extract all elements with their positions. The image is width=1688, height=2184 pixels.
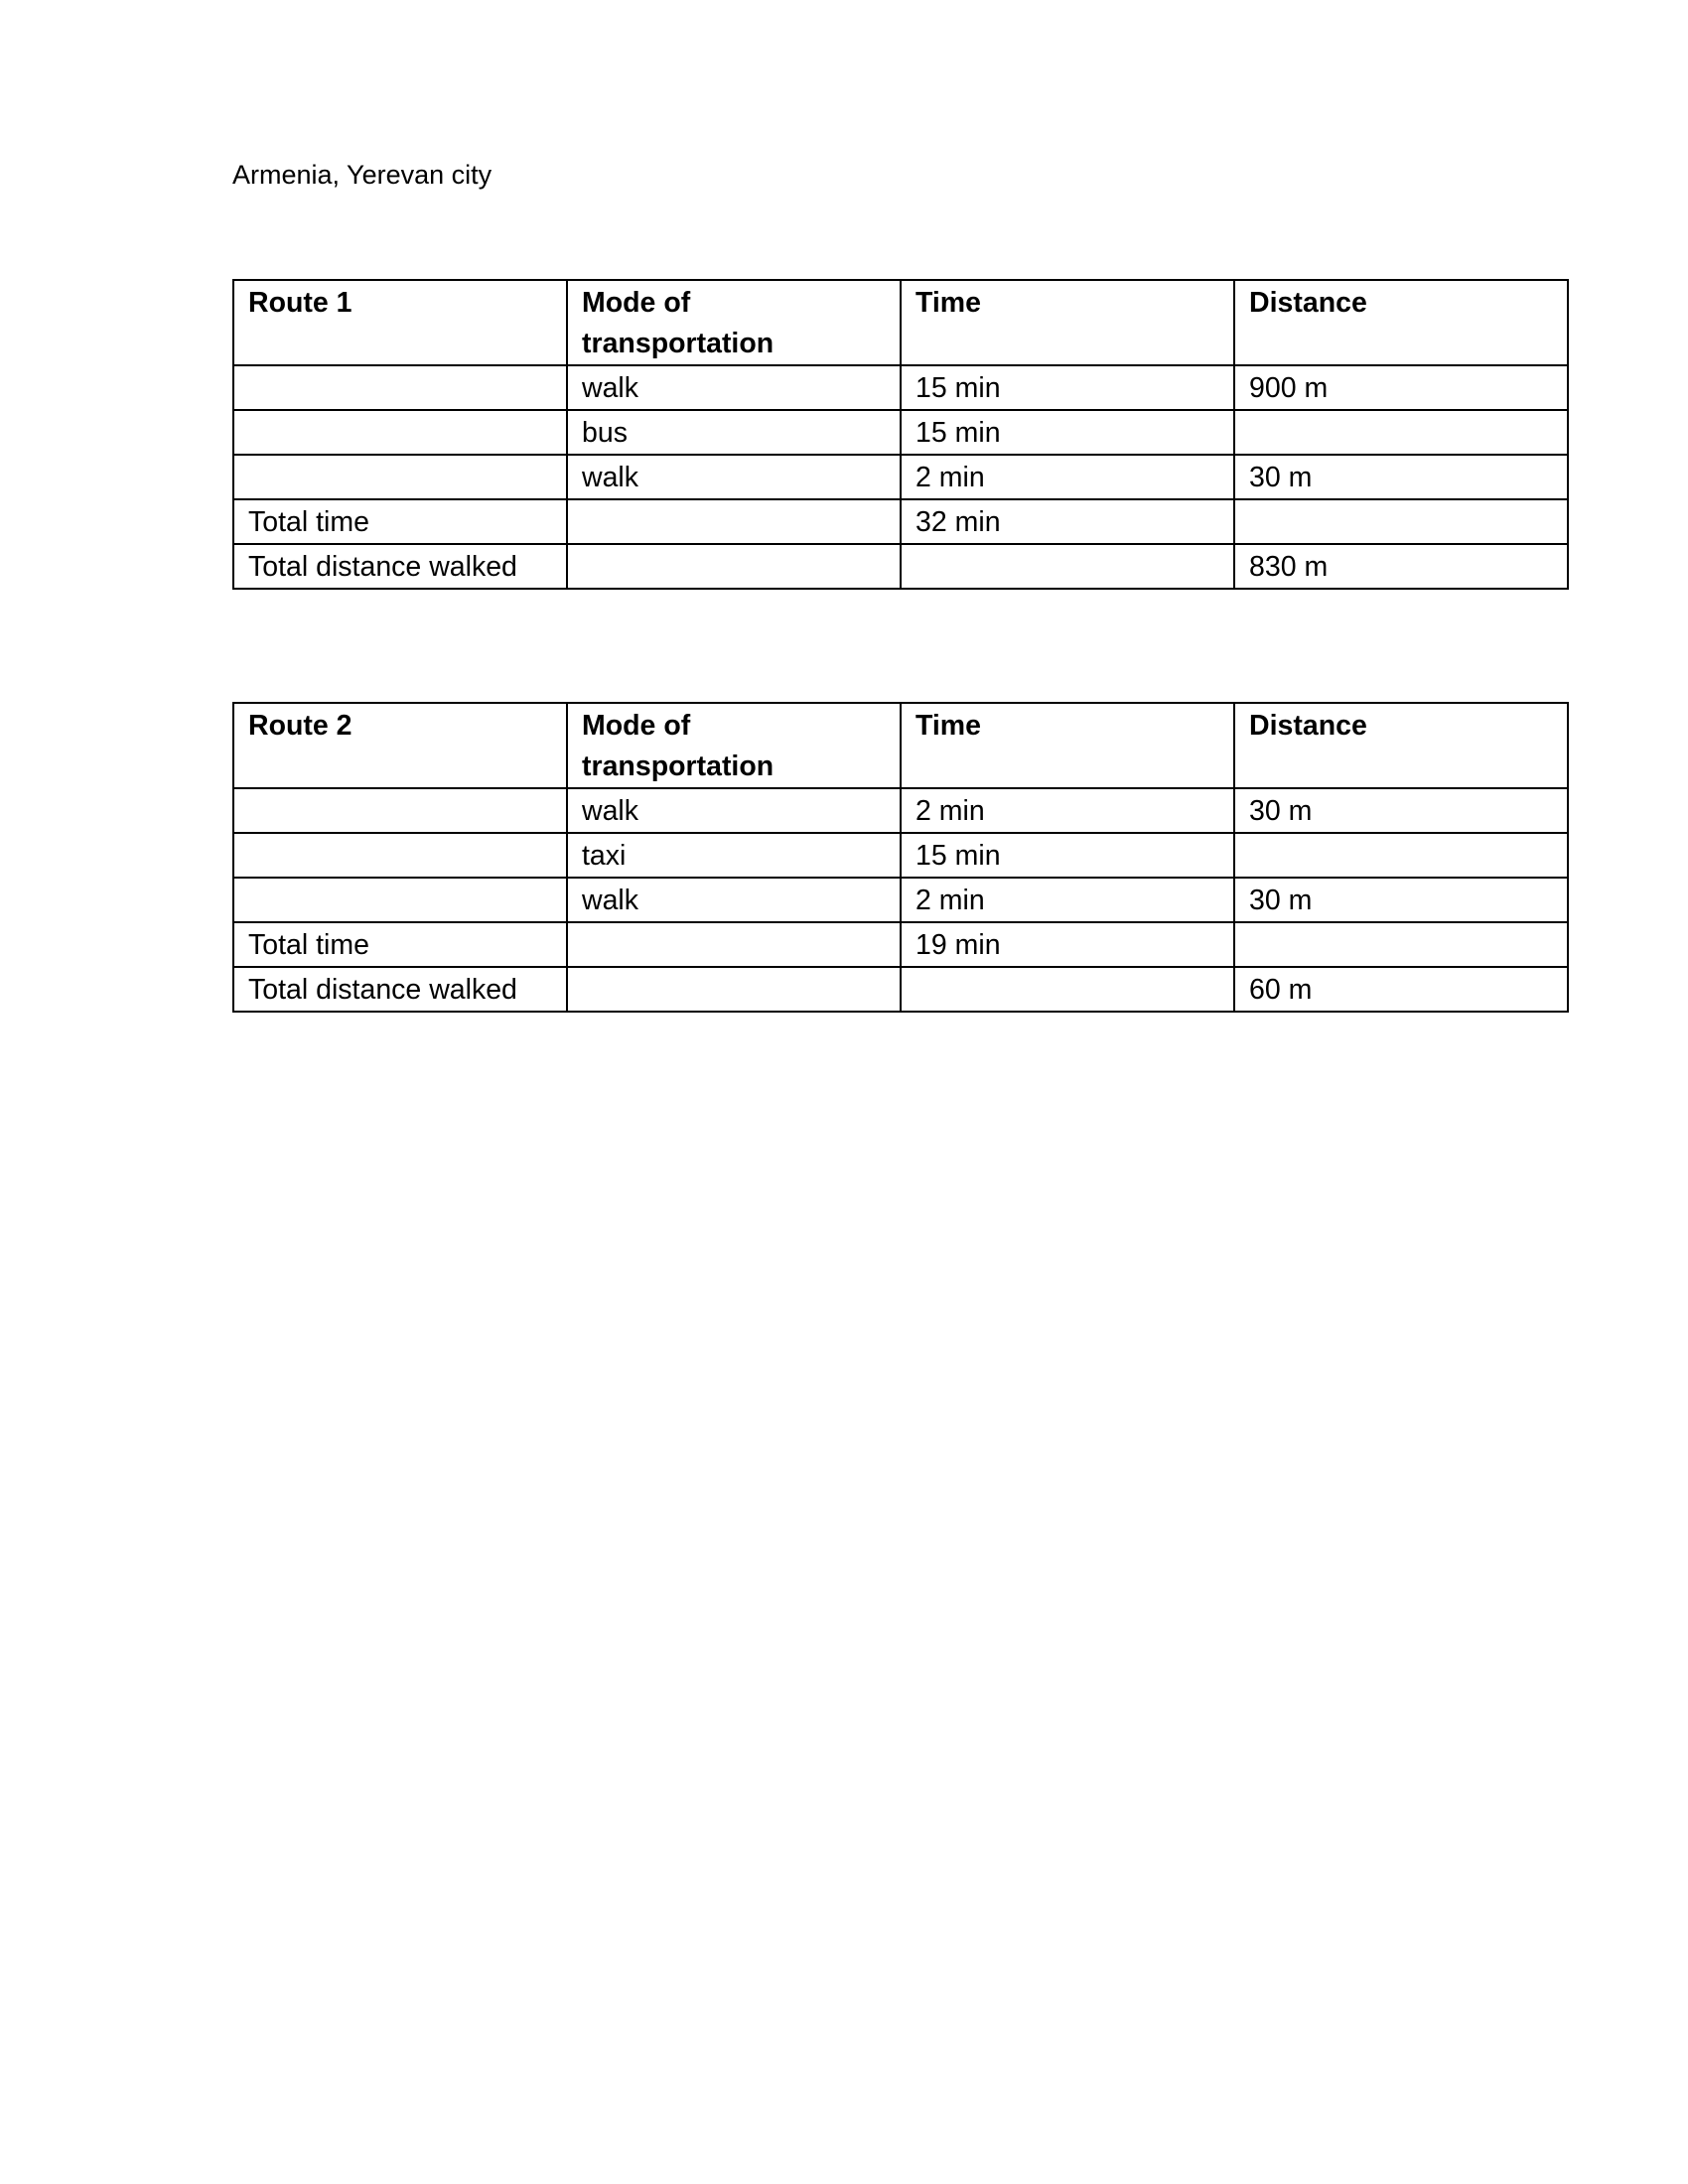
table-cell <box>1234 922 1568 967</box>
table-cell: walk <box>567 788 901 833</box>
table-cell: 15 min <box>901 833 1234 878</box>
table-cell <box>233 788 567 833</box>
header-mode: Mode of transportation <box>567 280 901 365</box>
page-heading: Armenia, Yerevan city <box>232 160 492 190</box>
table-cell: 30 m <box>1234 788 1568 833</box>
table-cell: walk <box>567 365 901 410</box>
table-cell: 30 m <box>1234 878 1568 922</box>
table-cell: 830 m <box>1234 544 1568 589</box>
table-row <box>233 788 1568 833</box>
table-row <box>233 833 1568 878</box>
table-cell <box>233 455 567 499</box>
table-row <box>233 922 1568 967</box>
table-cell: 2 min <box>901 455 1234 499</box>
table-cell: Total time <box>233 922 567 967</box>
table-cell <box>1234 499 1568 544</box>
table-row <box>233 878 1568 922</box>
table-cell: 19 min <box>901 922 1234 967</box>
header-time: Time <box>901 703 1234 788</box>
table-cell: walk <box>567 878 901 922</box>
table-cell: taxi <box>567 833 901 878</box>
table-cell: 30 m <box>1234 455 1568 499</box>
table-cell <box>567 922 901 967</box>
table-cell <box>567 544 901 589</box>
header-route: Route 1 <box>233 280 567 365</box>
table-cell: bus <box>567 410 901 455</box>
header-mode: Mode of transportation <box>567 703 901 788</box>
table-cell <box>1234 833 1568 878</box>
table-row <box>233 967 1568 1012</box>
table-row <box>233 544 1568 589</box>
table-cell: 15 min <box>901 410 1234 455</box>
table-cell: walk <box>567 455 901 499</box>
table-cell <box>233 365 567 410</box>
table-cell: 15 min <box>901 365 1234 410</box>
table-cell <box>567 967 901 1012</box>
table-cell <box>1234 410 1568 455</box>
table-cell <box>901 544 1234 589</box>
table-row <box>233 365 1568 410</box>
table-cell <box>233 878 567 922</box>
table-cell: 60 m <box>1234 967 1568 1012</box>
table-header-row <box>233 703 1568 788</box>
table-row <box>233 410 1568 455</box>
table-cell <box>233 410 567 455</box>
table-cell: Total distance walked <box>233 967 567 1012</box>
table-cell: Total time <box>233 499 567 544</box>
table-row <box>233 455 1568 499</box>
route-2-table <box>232 702 1569 1013</box>
header-route: Route 2 <box>233 703 567 788</box>
table-cell: 2 min <box>901 788 1234 833</box>
table-cell: 900 m <box>1234 365 1568 410</box>
table-cell <box>233 833 567 878</box>
table-cell: 2 min <box>901 878 1234 922</box>
table-cell <box>567 499 901 544</box>
table-header-row <box>233 280 1568 365</box>
table-row <box>233 499 1568 544</box>
header-distance: Distance <box>1234 703 1568 788</box>
header-time: Time <box>901 280 1234 365</box>
header-distance: Distance <box>1234 280 1568 365</box>
table-cell: 32 min <box>901 499 1234 544</box>
route-1-table <box>232 279 1569 590</box>
table-cell <box>901 967 1234 1012</box>
table-cell: Total distance walked <box>233 544 567 589</box>
